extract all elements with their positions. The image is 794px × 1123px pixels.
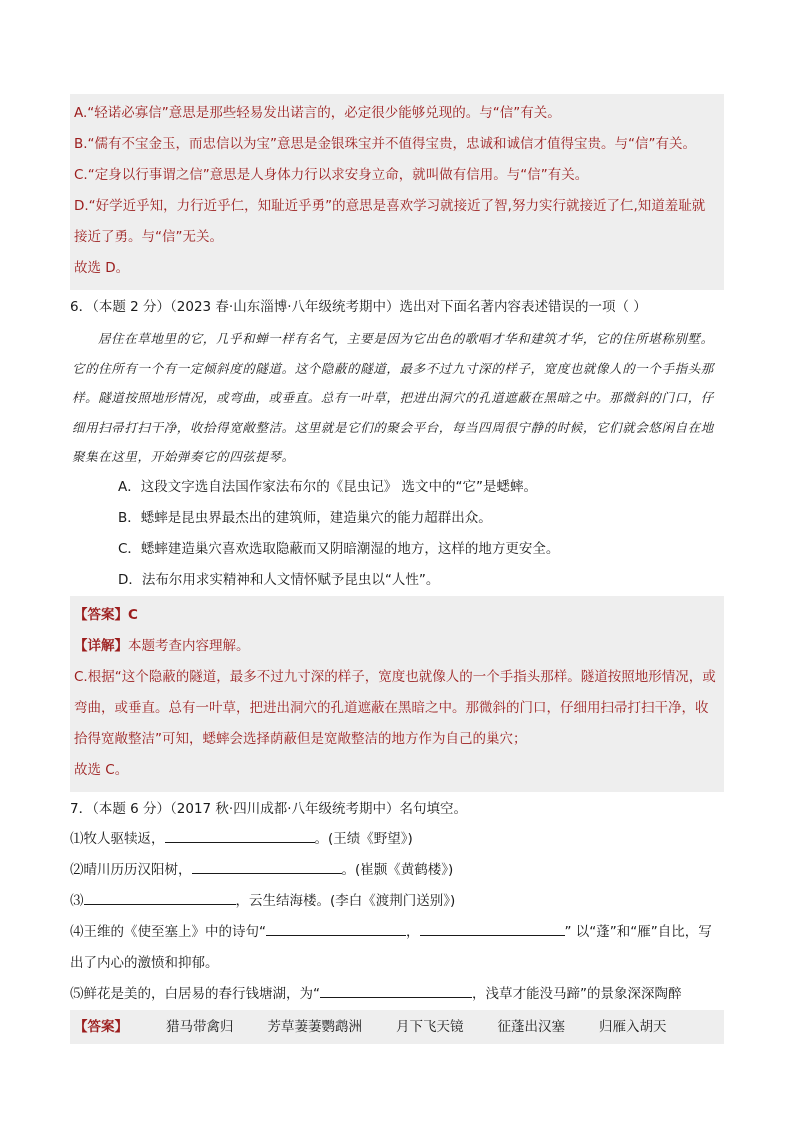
q7-header: 7．（本题 6 分）（2017 秋·四川成都·八年级统考期中）名句填空。 [70,800,467,817]
q7-answer-4: 征蓬出汉塞 [497,1018,565,1035]
q7-item-1 [70,824,724,855]
q7-item-4 [70,917,724,948]
q6-conclusion: 故选 C。 [74,761,129,778]
q6-explanation: C.根据“这个隐蔽的隧道，最多不过九寸深的样子，宽度也就像人的一个手指头那样。隧道按照地形情况，或弯曲，或垂直。总有一叶草，把进出洞穴的孔道遮蔽在黑暗之中。那微斜的门口，仔细用扫帚打扫干净，收拾得宽敞整洁”可知，蟋蟀会选择荫蔽但是宽敞整洁的地方作为自己的巢穴； [74,668,716,747]
q5-answer-box [70,94,724,290]
q7-item-4-comma: ， [406,923,420,940]
q5-conclusion: 故选 D。 [74,260,130,276]
answer-blank[interactable] [84,890,236,905]
q7-item-5-tail: ，浅草才能没马蹄”的景象深深陶醉 [472,985,682,1002]
answer-blank[interactable] [420,921,565,936]
answer-blank[interactable] [320,983,472,998]
answer-blank[interactable] [165,828,315,843]
document-page [70,94,724,1044]
q6-option-c: C．蟋蟀建造巢穴喜欢选取隐蔽而又阴暗潮湿的地方，这样的地方更安全。 [118,540,560,557]
q6-answer-box [70,596,724,792]
q7-item-3-source: ，云生结海楼。(李白《渡荆门送别》) [235,892,456,909]
detail-tag: 【详解】 [74,637,128,654]
q6-passage: 居住在草地里的它，几乎和蝉一样有名气，主要是因为它出色的歌唱才华和建筑才华，它的住所堪称别墅。它的住所有一个有一定倾斜度的隧道。这个隐蔽的隧道，最多不过九寸深的样子，宽度也就像人的一个手指头那样。隧道按照地形情况，或弯曲，或垂直。总有一叶草，把进出洞穴的孔道遮蔽在黑暗之中。那微斜的门口，仔细用扫帚打扫干净，收拾得宽敞整洁。这里就是它们的聚会平台，每当四周很宁静的时候，它们就会悠闲自在地聚集在这里，开始弹奏它的四弦提琴。 [72,331,714,464]
q7-item-5 [70,979,724,1010]
answer-blank[interactable] [266,921,406,936]
q7-answer-5: 归雁入胡天 [599,1018,667,1035]
q7-item-4-tail: ” 以“蓬”和“雁”自比，写 [564,923,712,940]
q6-header: 6．（本题 2 分）（2023 春·山东淄博·八年级统考期中）选出对下面名著内容表述错误的一项（ ） [70,299,647,315]
q6-answer [74,600,720,631]
q7-item-3-text: ⑶ [70,892,84,909]
q7-item-2 [70,855,724,886]
q7-item-2-source: 。(崔颢《黄鹤楼》) [341,861,454,878]
q6-option-d: D．法布尔用求实精神和人文情怀赋予昆虫以“人性”。 [118,571,440,588]
q7-item-1-text: ⑴牧人驱犊返， [70,830,165,847]
detail-text: 本题考查内容理解。 [128,637,250,654]
q6-option-b: B．蟋蟀是昆虫界最杰出的建筑师，建造巢穴的能力超群出众。 [118,509,492,526]
answer-value: C [128,606,138,623]
q6-detail [74,631,720,662]
q7-answer-1: 猎马带禽归 [166,1018,234,1035]
q7-answer-box [70,1010,724,1044]
answer-blank[interactable] [192,859,342,874]
q6-option-a: A．这段文字选自法国作家法布尔的《昆虫记》 选文中的“它”是蟋蟀。 [118,478,538,495]
q7-item-5-text: ⑸鲜花是美的，白居易的春行钱塘湖，为“ [70,985,320,1002]
q7-item-2-text: ⑵晴川历历汉阳树， [70,861,192,878]
q5-option-c-explain: C.“定身以行事谓之信”意思是人身体力行以求安身立命，就叫做有信用。与“信”有关。 [74,167,589,183]
answer-tag: 【答案】 [74,1018,128,1035]
q6-options [70,472,724,596]
q5-option-b-explain: B.“儒有不宝金玉，而忠信以为宝”意思是金银珠宝并不值得宝贵，忠诚和诚信才值得宝贵。与“信”有关。 [74,136,697,152]
q7-item-4-line2: 出了内心的激愤和抑郁。 [70,954,219,971]
q7-item-4-text: ⑷王维的《使至塞上》中的诗句“ [70,923,266,940]
q7-answer-3: 月下飞天镜 [396,1018,464,1035]
q5-option-d-explain-2: 接近了勇。与“信”无关。 [74,229,223,245]
q7-answer-2: 芳草萋萋鹦鹉洲 [267,1018,362,1035]
q5-option-d-explain-1: D.“好学近乎知，力行近乎仁，知耻近乎勇”的意思是喜欢学习就接近了智,努力实行就接近了仁,知道羞耻就 [74,198,706,214]
q7-item-1-source: 。(王绩《野望》) [314,830,413,847]
q5-option-a-explain: A.“轻诺必寡信”意思是那些轻易发出诺言的，必定很少能够兑现的。与“信”有关。 [74,105,561,121]
answer-tag: 【答案】 [74,606,128,623]
q7-item-3 [70,886,724,917]
